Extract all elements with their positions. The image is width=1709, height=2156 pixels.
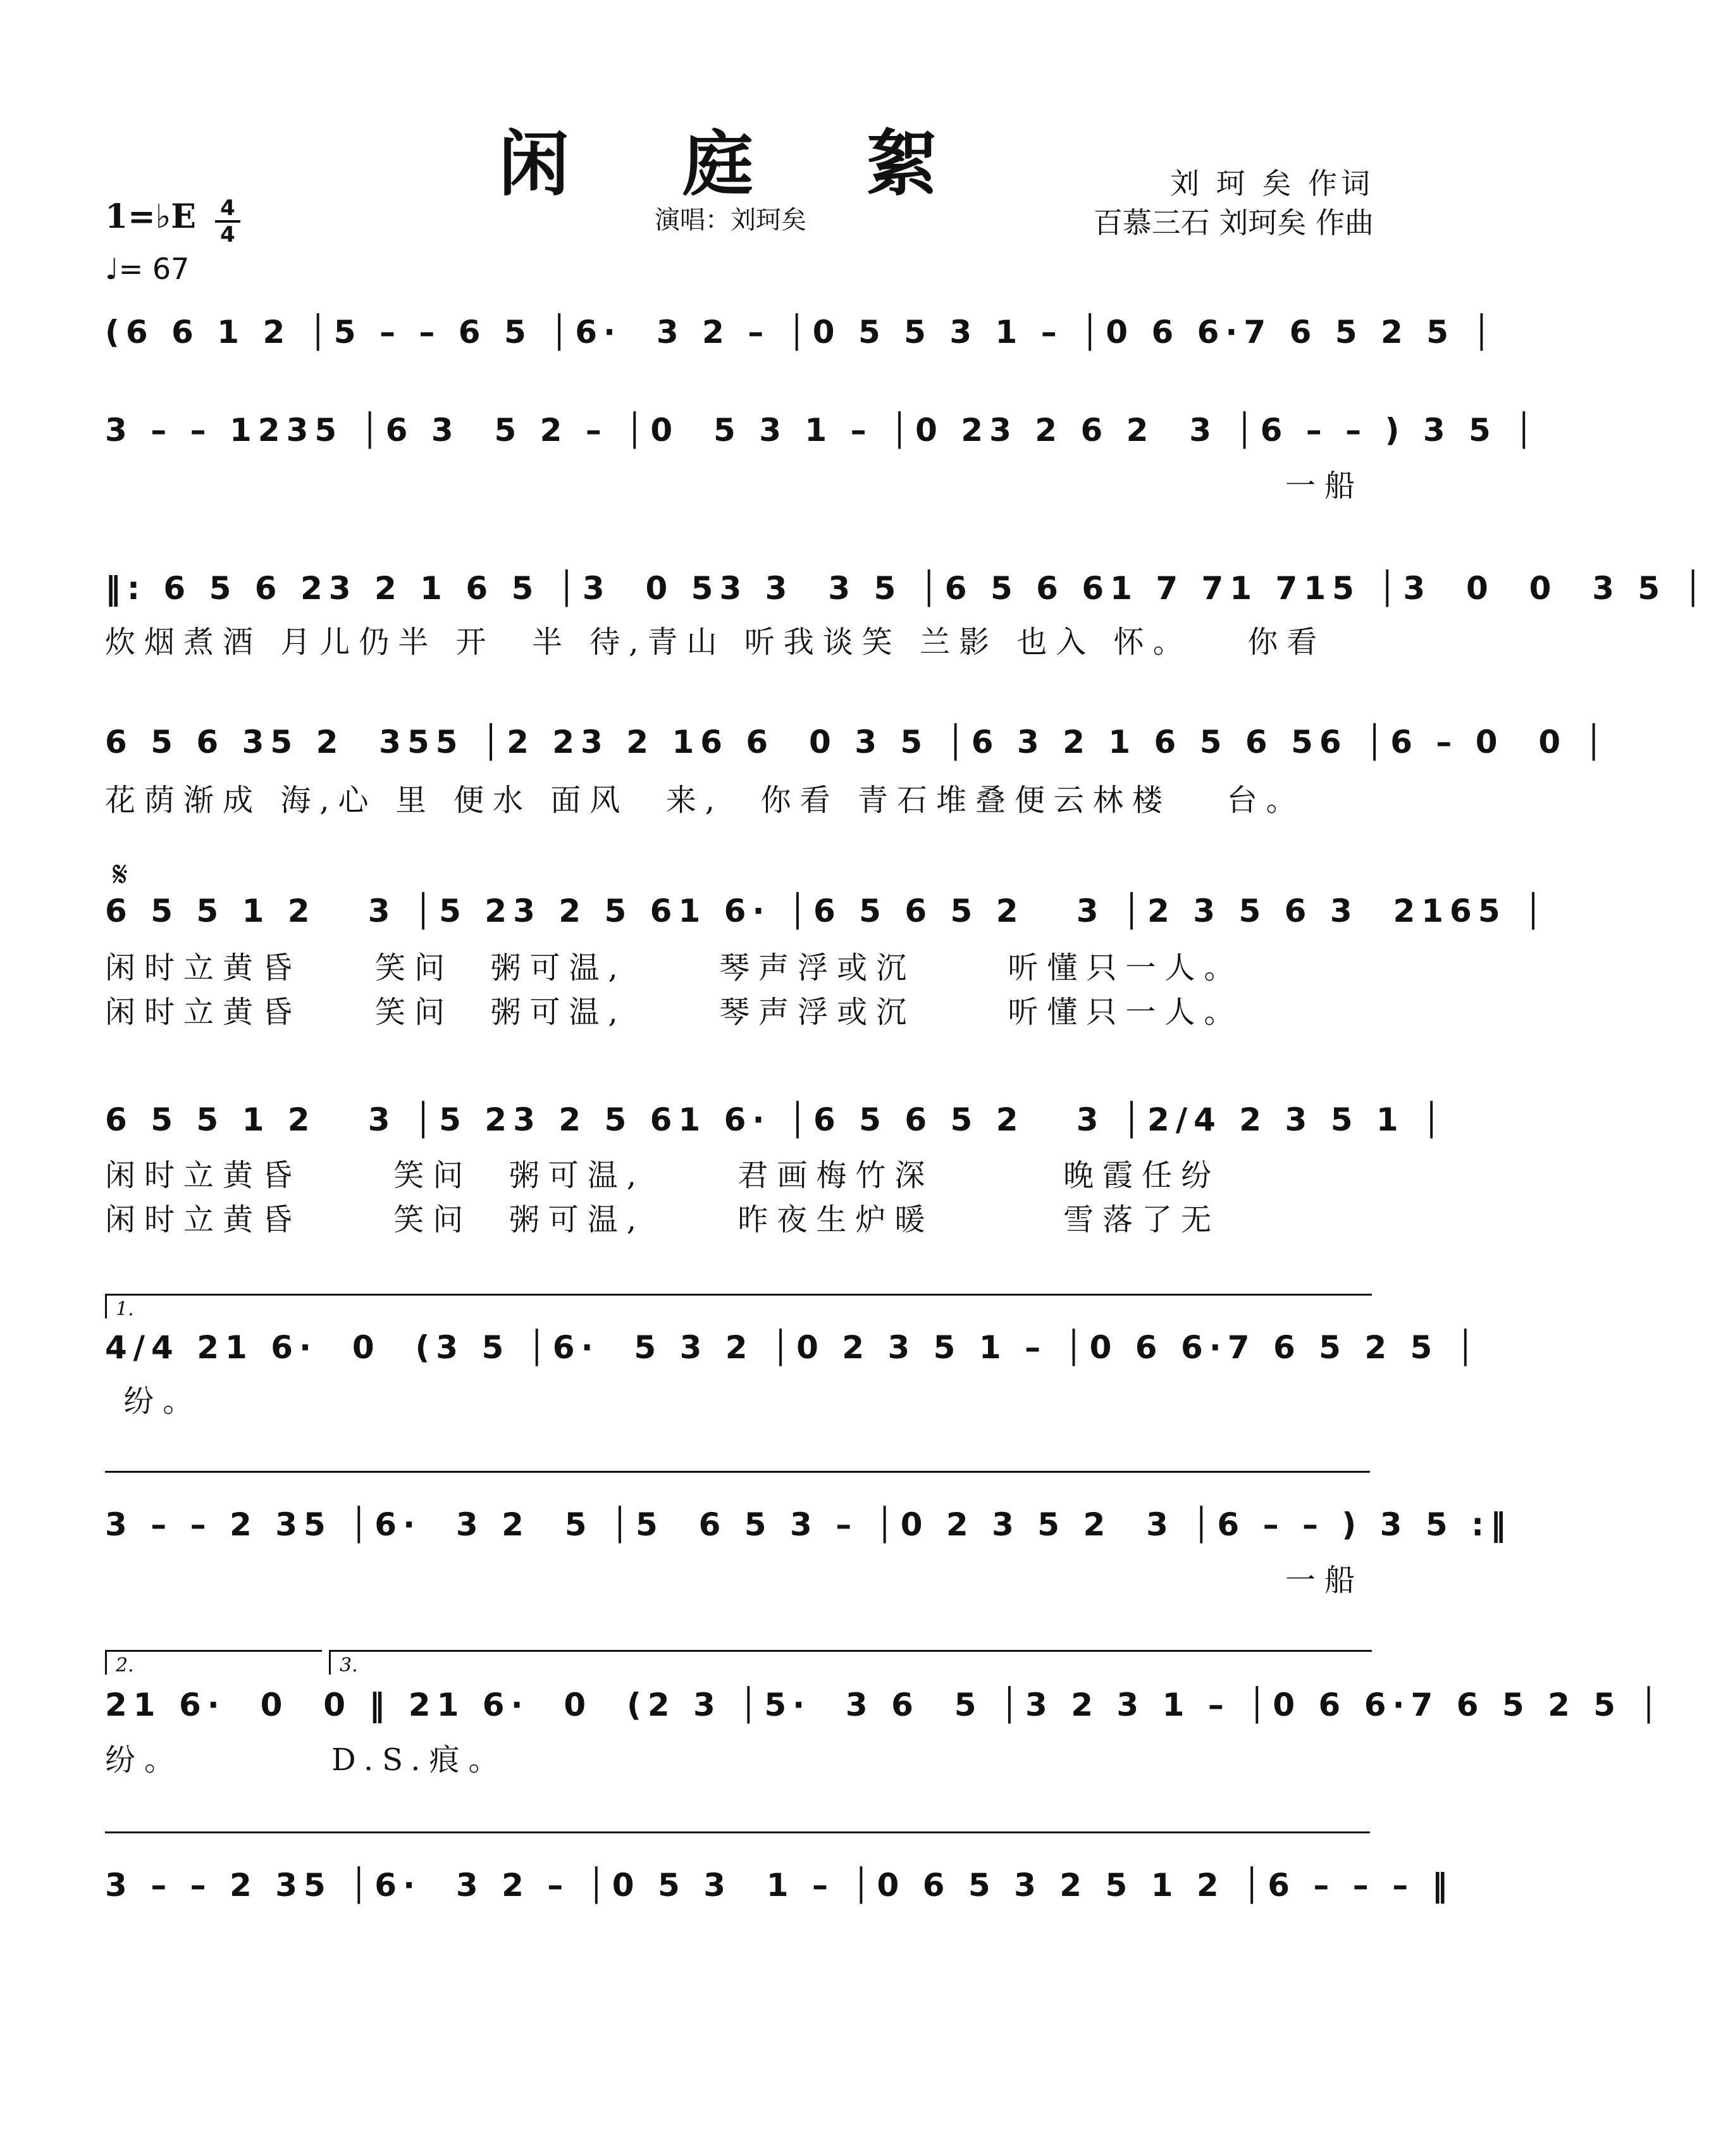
notation-row-6: 6 5 5 1 2 3 │5 23 2 5 61 6· │6 5 6 5 2 3 │2/4 2 3 5 1 │ <box>105 1101 1448 1138</box>
volta-1-continuation <box>105 1471 1370 1473</box>
lyric-row-2: 一船 <box>1285 468 1364 504</box>
notation-row-5: 6 5 5 1 2 3 │5 23 2 5 61 6· │6 5 6 5 2 3 │2 3 5 6 3 2165 │ <box>105 893 1550 929</box>
notation-row-4: 6 5 6 35 2 355 │2 23 2 16 6 0 3 5 │6 3 2 1 6 5 6 56 │6 – 0 0 │ <box>105 724 1610 760</box>
lyric-row-5b: 闲时立黄昏 笑问 粥可温, 琴声浮或沉 听懂只一人。 <box>105 994 1243 1030</box>
volta-1-label: 1. <box>116 1298 134 1320</box>
volta-3-label: 3. <box>340 1654 358 1676</box>
lyric-row-8: 一船 <box>1285 1563 1364 1598</box>
key-signature: 1=♭E <box>105 197 196 236</box>
lyric-row-4: 花荫渐成 海,心 里 便水 面风 来, 你看 青石堆叠便云林楼 台。 <box>105 783 1305 818</box>
lyric-row-3: 炊烟煮酒 月儿仍半 开 半 待,青山 听我谈笑 兰影 也入 怀。 你看 <box>105 624 1326 660</box>
lyric-row-5a: 闲时立黄昏 笑问 粥可温, 琴声浮或沉 听懂只一人。 <box>105 950 1243 986</box>
notation-row-1: (6 6 1 2 │5 – – 6 5 │6· 3 2 – │0 5 5 3 1 – │0 6 6·7 6 5 2 5 │ <box>105 314 1498 350</box>
volta-2-label: 2. <box>116 1654 134 1676</box>
segno-mark: 𝄋 <box>113 854 128 895</box>
notation-row-8: 3 – – 2 35 │6· 3 2 5 │5 6 5 3 – │0 2 3 5 2 3 │6 – – ) 3 5 :‖ <box>105 1506 1513 1543</box>
lyricist-credit: 刘 珂 矣 作词 <box>1170 166 1374 201</box>
notation-row-7: 4/4 21 6· 0 (3 5 │6· 5 3 2 │0 2 3 5 1 – │0 6 6·7 6 5 2 5 │ <box>105 1329 1481 1366</box>
lyric-row-9: 纷。 D.S.痕。 <box>105 1742 508 1778</box>
notation-row-3: ‖: 6 5 6 23 2 1 6 5 │3 0 53 3 3 5 │6 5 6 61 7 71 715 │3 0 0 3 5 │ <box>105 570 1709 607</box>
volta-3-continuation <box>105 1831 1370 1833</box>
composer-credit: 百慕三石 刘珂矣 作曲 <box>1093 206 1374 240</box>
lyric-row-6a: 闲时立黄昏 笑问 粥可温, 君画梅竹深 晚霞任纷 <box>105 1158 1221 1193</box>
time-signature <box>215 197 240 245</box>
notation-row-10: 3 – – 2 35 │6· 3 2 – │0 5 3 1 – │0 6 5 3 2 5 1 2 │6 – – – ‖ <box>105 1867 1454 1904</box>
tempo-marking: ♩= 67 <box>105 252 190 286</box>
notation-row-9: 21 6· 0 0 ‖ 21 6· 0 (2 3 │5· 3 6 5 │3 2 3 1 – │0 6 6·7 6 5 2 5 │ <box>105 1687 1665 1723</box>
singer-credit: 演唱：刘珂矣 <box>655 206 806 235</box>
volta-2-bracket <box>105 1650 322 1675</box>
notation-row-2: 3 – – 1235 │6 3 5 2 – │0 5 3 1 – │0 23 2 6 2 3 │6 – – ) 3 5 │ <box>105 412 1540 449</box>
lyric-row-7: 纷。 <box>105 1384 202 1419</box>
lyric-row-6b: 闲时立黄昏 笑问 粥可温, 昨夜生炉暖 雪落了无 <box>105 1202 1221 1237</box>
meter-bottom: 4 <box>220 222 235 247</box>
song-title: 闲 庭 絮 <box>498 123 982 206</box>
volta-1-bracket <box>105 1294 1372 1318</box>
volta-3-bracket <box>329 1650 1372 1675</box>
meter-top: 4 <box>220 195 235 221</box>
